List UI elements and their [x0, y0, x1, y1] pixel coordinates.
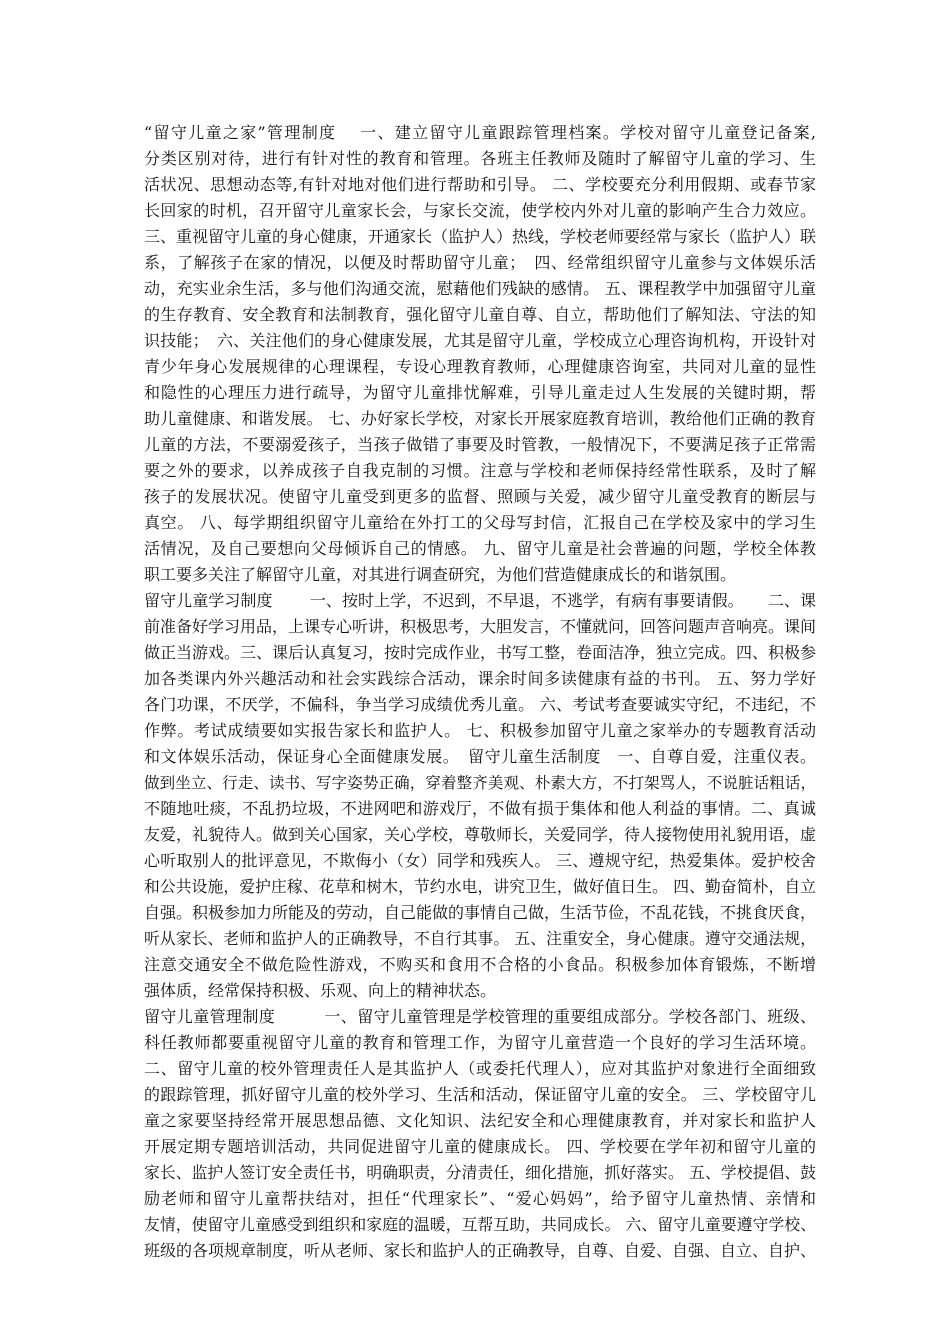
- text-line: 和文体娱乐活动，保证身心全面健康发展。 留守儿童生活制度 一、自尊自爱，注重仪表。: [144, 747, 816, 766]
- text-line: 真空。 八、每学期组织留守儿童给在外打工的父母写封信，汇报自己在学校及家中的学习生: [144, 513, 816, 532]
- text-line: 作弊。考试成绩要如实报告家长和监护人。 七、积极参加留守儿童之家举办的专题教育活动: [144, 721, 816, 740]
- text-line: 做正当游戏。三、课后认真复习，按时完成作业，书写工整，卷面洁净，独立完成。四、积极参: [144, 643, 816, 662]
- text-line: 心听取别人的批评意见，不欺侮小（女）同学和残疾人。 三、遵规守纪，热爱集体。爱护校舍: [144, 851, 816, 870]
- text-line: “留守儿童之家”管理制度 一、建立留守儿童跟踪管理档案。学校对留守儿童登记备案,: [144, 123, 816, 142]
- text-line: 强体质，经常保持积极、乐观、向上的精神状态。: [144, 981, 497, 1000]
- text-line: 识技能； 六、关注他们的身心健康发展，尤其是留守儿童，学校成立心理咨询机构，开设针对: [144, 331, 816, 350]
- text-line: 班级的各项规章制度，听从老师、家长和监护人的正确教导，自尊、自爱、自强、自立、自护、: [144, 1241, 816, 1260]
- text-line: 留守儿童管理制度 一、留守儿童管理是学校管理的重要组成部分。学校各部门、班级、: [144, 1007, 816, 1026]
- text-line: 助儿童健康、和谐发展。 七、办好家长学校，对家长开展家庭教育培训，教给他们正确的教育: [144, 409, 816, 428]
- text-line: 不随地吐痰，不乱扔垃圾，不进网吧和游戏厅，不做有损于集体和他人利益的事情。二、真诚: [144, 799, 816, 818]
- text-line: 活状况、思想动态等,有针对地对他们进行帮助和引导。 二、学校要充分利用假期、或春节家: [144, 175, 816, 194]
- text-line: 留守儿童学习制度 一、按时上学，不迟到，不早退，不逃学，有病有事要请假。 二、课: [144, 591, 816, 610]
- text-line: 自强。积极参加力所能及的劳动，自己能做的事情自己做，生活节俭，不乱花钱，不挑食厌食，: [144, 903, 816, 922]
- text-line: 励老师和留守儿童帮扶结对，担任“代理家长”、“爱心妈妈”，给予留守儿童热情、亲情和: [144, 1189, 816, 1208]
- text-line: 童之家要坚持经常开展思想品德、文化知识、法纪安全和心理健康教育，并对家长和监护人: [144, 1111, 816, 1130]
- text-line: 开展定期专题培训活动，共同促进留守儿童的健康成长。 四、学校要在学年初和留守儿童的: [144, 1137, 816, 1156]
- text-line: 系，了解孩子在家的情况，以便及时帮助留守儿童； 四、经常组织留守儿童参与文体娱乐活: [144, 253, 816, 272]
- text-line: 和公共设施，爱护庄稼、花草和树木，节约水电，讲究卫生，做好值日生。 四、勤奋简朴，自立: [144, 877, 816, 896]
- text-line: 听从家长、老师和监护人的正确教导，不自行其事。 五、注重安全，身心健康。遵守交通法规，: [144, 929, 816, 948]
- text-line: 的跟踪管理，抓好留守儿童的校外学习、生活和活动，保证留守儿童的安全。 三、学校留守儿: [144, 1085, 816, 1104]
- text-line: 活情况，及自己要想向父母倾诉自己的情感。 九、留守儿童是社会普遍的问题，学校全体教: [144, 539, 816, 558]
- text-line: 注意交通安全不做危险性游戏，不购买和食用不合格的小食品。积极参加体育锻炼，不断增: [144, 955, 816, 974]
- text-line: 动，充实业余生活，多与他们沟通交流，慰藉他们残缺的感情。 五、课程教学中加强留守儿童: [144, 279, 816, 298]
- text-line: 青少年身心发展规律的心理课程，专设心理教育教师，心理健康咨询室，共同对儿童的显性: [144, 357, 816, 376]
- text-line: 友情，使留守儿童感受到组织和家庭的温暖，互帮互助，共同成长。 六、留守儿童要遵守学校、: [144, 1215, 816, 1234]
- text-line: 要之外的要求，以养成孩子自我克制的习惯。注意与学校和老师保持经常性联系，及时了解: [144, 461, 816, 480]
- text-line: 二、留守儿童的校外管理责任人是其监护人（或委托代理人），应对其监护对象进行全面细致: [144, 1059, 816, 1078]
- text-line: 孩子的发展状况。使留守儿童受到更多的监督、照顾与关爱，减少留守儿童受教育的断层与: [144, 487, 816, 506]
- text-line: 职工要多关注了解留守儿童，对其进行调查研究，为他们营造健康成长的和谐氛围。: [144, 565, 737, 584]
- text-line: 家长、监护人签订安全责任书，明确职责，分清责任，细化措施，抓好落实。 五、学校提倡、鼓: [144, 1163, 816, 1182]
- text-line: 各门功课，不厌学，不偏科，争当学习成绩优秀儿童。 六、考试考查要诚实守纪，不违纪，不: [144, 695, 816, 714]
- text-line: 友爱，礼貌待人。做到关心国家，关心学校，尊敬师长，关爱同学，待人接物使用礼貌用语，虚: [144, 825, 816, 844]
- text-line: 三、重视留守儿童的身心健康，开通家长（监护人）热线，学校老师要经常与家长（监护人）联: [144, 227, 816, 246]
- text-line: 分类区别对待，进行有针对性的教育和管理。各班主任教师及随时了解留守儿童的学习、生: [144, 149, 816, 168]
- text-line: 做到坐立、行走、读书、写字姿势正确，穿着整齐美观、朴素大方，不打架骂人，不说脏话粗话，: [144, 774, 816, 792]
- text-line: 前准备好学习用品，上课专心听讲，积极思考，大胆发言，不懂就问，回答问题声音响亮。课间: [144, 617, 816, 636]
- text-line: 和隐性的心理压力进行疏导，为留守儿童排忧解难，引导儿童走过人生发展的关键时期，帮: [144, 383, 816, 402]
- text-line: 科任教师都要重视留守儿童的教育和管理工作，为留守儿童营造一个良好的学习生活环境。: [144, 1033, 816, 1052]
- text-line: 儿童的方法，不要溺爱孩子，当孩子做错了事要及时管教，一般情况下，不要满足孩子正常需: [144, 435, 816, 454]
- text-line: 的生存教育、安全教育和法制教育，强化留守儿童自尊、自立，帮助他们了解知法、守法的知: [144, 305, 816, 324]
- text-line: 加各类课内外兴趣活动和社会实践综合活动，课余时间多读健康有益的书刊。 五、努力学好: [144, 669, 816, 688]
- text-line: 长回家的时机，召开留守儿童家长会，与家长交流，使学校内外对儿童的影响产生合力效应。: [144, 201, 816, 220]
